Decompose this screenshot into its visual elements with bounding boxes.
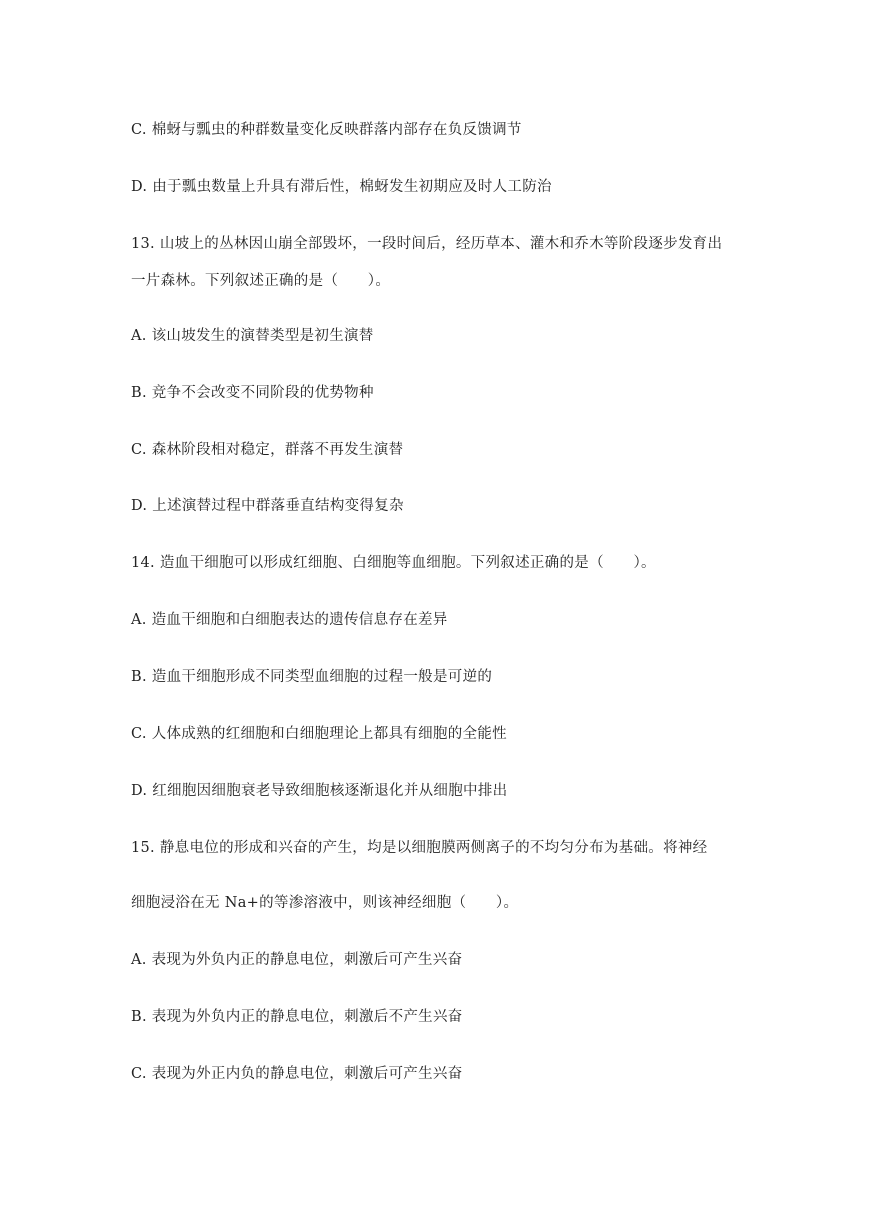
q13-option-c: C. 森林阶段相对稳定，群落不再发生演替 bbox=[131, 442, 404, 458]
q15-stem-line-1: 15. 静息电位的形成和兴奋的产生，均是以细胞膜两侧离子的不均匀分布为基础。将神经 bbox=[131, 840, 708, 856]
q13-stem-line-2: 一片森林。下列叙述正确的是（ ）。 bbox=[131, 273, 391, 289]
q15-stem-line-2: 细胞浸浴在无 Na+的等渗溶液中，则该神经细胞（ ）。 bbox=[131, 895, 519, 911]
q12-option-c: C. 棉蚜与瓢虫的种群数量变化反映群落内部存在负反馈调节 bbox=[131, 122, 522, 138]
q15-option-b: B. 表现为外负内正的静息电位，刺激后不产生兴奋 bbox=[131, 1009, 463, 1025]
q14-option-d: D. 红细胞因细胞衰老导致细胞核逐渐退化并从细胞中排出 bbox=[131, 783, 508, 799]
q14-option-a: A. 造血干细胞和白细胞表达的遗传信息存在差异 bbox=[131, 612, 448, 628]
q14-option-b: B. 造血干细胞形成不同类型血细胞的过程一般是可逆的 bbox=[131, 669, 493, 685]
q13-option-d: D. 上述演替过程中群落垂直结构变得复杂 bbox=[131, 498, 404, 514]
q15-option-c: C. 表现为外正内负的静息电位，刺激后可产生兴奋 bbox=[131, 1066, 463, 1082]
q13-stem-line-1: 13. 山坡上的丛林因山崩全部毁坏，一段时间后，经历草本、灌木和乔木等阶段逐步发育出 bbox=[131, 236, 723, 252]
q14-option-c: C. 人体成熟的红细胞和白细胞理论上都具有细胞的全能性 bbox=[131, 726, 507, 742]
q15-option-a: A. 表现为外负内正的静息电位，刺激后可产生兴奋 bbox=[131, 952, 463, 968]
q13-option-b: B. 竞争不会改变不同阶段的优势物种 bbox=[131, 385, 374, 401]
q14-stem: 14. 造血干细胞可以形成红细胞、白细胞等血细胞。下列叙述正确的是（ ）。 bbox=[131, 555, 656, 571]
q13-option-a: A. 该山坡发生的演替类型是初生演替 bbox=[131, 328, 374, 344]
q12-option-d: D. 由于瓢虫数量上升具有滞后性，棉蚜发生初期应及时人工防治 bbox=[131, 179, 552, 195]
